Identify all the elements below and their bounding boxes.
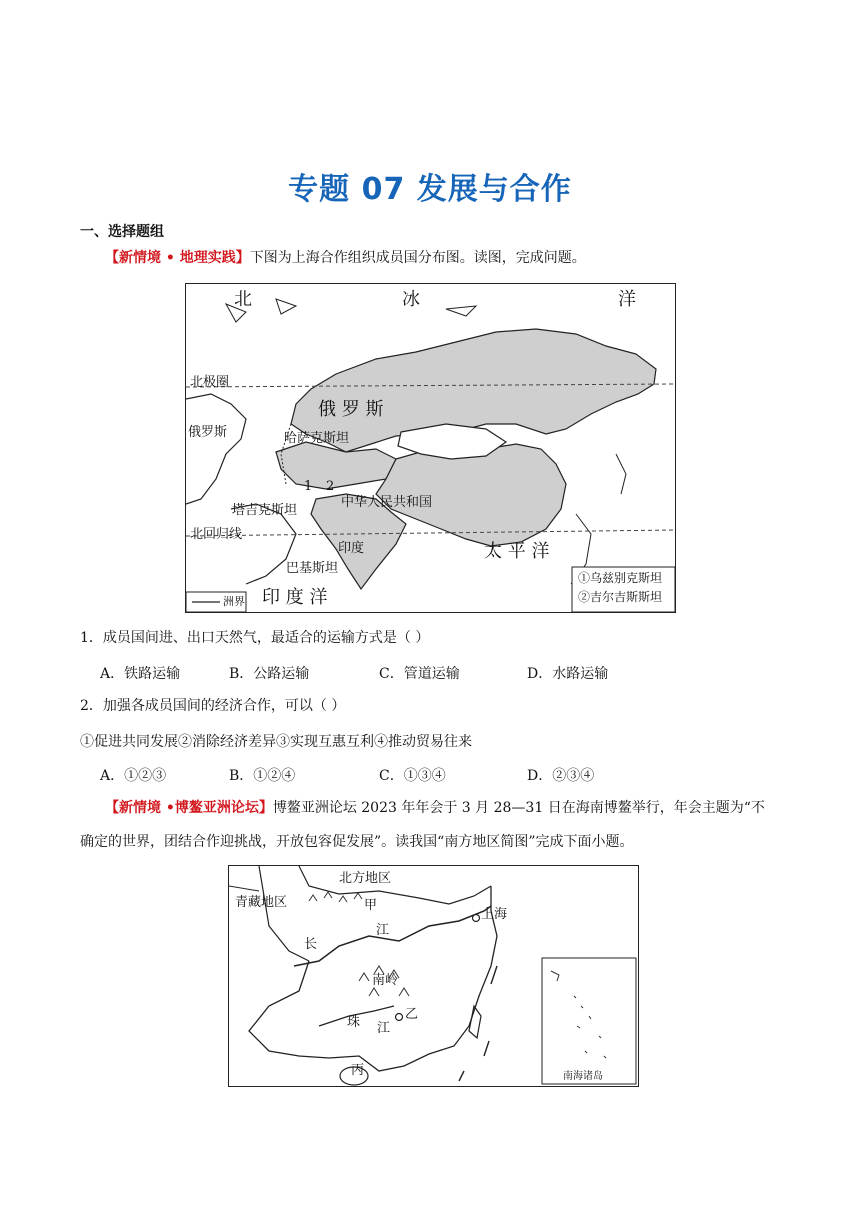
context-2-tag: 【新情境 •博鳌亚洲论坛】 <box>105 800 273 816</box>
question-1-stem: 1．成员国间进、出口天然气，最适合的运输方式是（ ） <box>80 630 430 646</box>
label-n2: 2 <box>326 479 335 494</box>
question-2-stem: 2．加强各成员国间的经济合作，可以（ ） <box>80 698 346 714</box>
label-pacific: 太 平 洋 <box>484 541 550 562</box>
label-n1: 1 <box>304 479 313 494</box>
context-2-text-1: 博鳌亚洲论坛 2023 年年会于 3 月 28—31 日在海南博鳌举行，年会主题为“不 <box>272 800 765 816</box>
label-bing: 丙 <box>351 1063 365 1078</box>
label-china: 中华人民共和国 <box>341 495 433 510</box>
label-chang: 长 <box>304 937 318 952</box>
label-tropic: 北回归线 <box>190 527 243 542</box>
label-inset: 南海诸岛 <box>563 1071 603 1082</box>
label-zhu: 珠 <box>347 1015 361 1030</box>
q2-option-c[interactable]: C．①③④ <box>379 768 446 784</box>
label-arctic-circle: 北极圈 <box>190 375 230 390</box>
label-north-region: 北方地区 <box>339 871 392 886</box>
question-2-statements: ①促进共同发展②消除经济差异③实现互惠互利④推动贸易往来 <box>80 734 472 750</box>
context-1-text: 下图为上海合作组织成员国分布图。读图，完成问题。 <box>249 250 586 266</box>
q1-option-b[interactable]: B．公路运输 <box>229 666 310 682</box>
q1-option-d[interactable]: D．水路运输 <box>527 666 609 682</box>
q2-option-d[interactable]: D．②③④ <box>527 768 595 784</box>
label-yi: 乙 <box>405 1007 419 1022</box>
label-ice: 冰 <box>402 289 420 310</box>
q2-option-a[interactable]: A．①②③ <box>100 768 167 784</box>
label-ocean: 洋 <box>618 289 636 310</box>
label-tajikistan: 塔吉克斯坦 <box>232 503 298 518</box>
context-2-line-1 <box>105 798 765 818</box>
label-jiang: 江 <box>376 923 390 938</box>
label-north: 北 <box>234 289 252 310</box>
q2-option-b[interactable]: B．①②④ <box>229 768 296 784</box>
section-heading: 一、选择题组 <box>80 224 164 240</box>
label-qingzang: 青藏地区 <box>235 895 288 910</box>
label-indian-ocean: 印 度 洋 <box>262 587 328 608</box>
page-title: 专题 07 发展与合作 <box>288 172 572 207</box>
label-russia-big: 俄 罗 斯 <box>318 399 384 420</box>
label-india: 印度 <box>338 541 365 556</box>
label-shanghai: 上海 <box>481 907 508 922</box>
context-1-tag: 【新情境 • 地理实践】 <box>105 250 250 266</box>
south-china-map-drawing <box>229 866 638 1086</box>
q1-option-a[interactable]: A．铁路运输 <box>100 666 181 682</box>
sco-map-drawing <box>186 284 675 612</box>
label-jia: 甲 <box>364 898 378 913</box>
south-china-map <box>228 865 639 1087</box>
context-1 <box>105 248 586 268</box>
legend-boundary: 洲界 <box>223 595 245 608</box>
label-nanling: 南岭 <box>372 973 399 988</box>
label-jiang2: 江 <box>377 1021 391 1036</box>
label-pakistan: 巴基斯坦 <box>286 561 339 576</box>
context-2-line-2: 确定的世界，团结合作迎挑战，开放包容促发展”。读我国“南方地区简图”完成下面小题。 <box>80 834 634 850</box>
legend-note-2: ②吉尔吉斯斯坦 <box>578 590 663 604</box>
q1-option-c[interactable]: C．管道运输 <box>379 666 460 682</box>
legend-note-1: ①乌兹别克斯坦 <box>578 571 663 585</box>
label-russia-west: 俄罗斯 <box>188 425 228 440</box>
sco-member-map <box>185 283 676 613</box>
label-kazakhstan: 哈萨克斯坦 <box>284 431 350 446</box>
